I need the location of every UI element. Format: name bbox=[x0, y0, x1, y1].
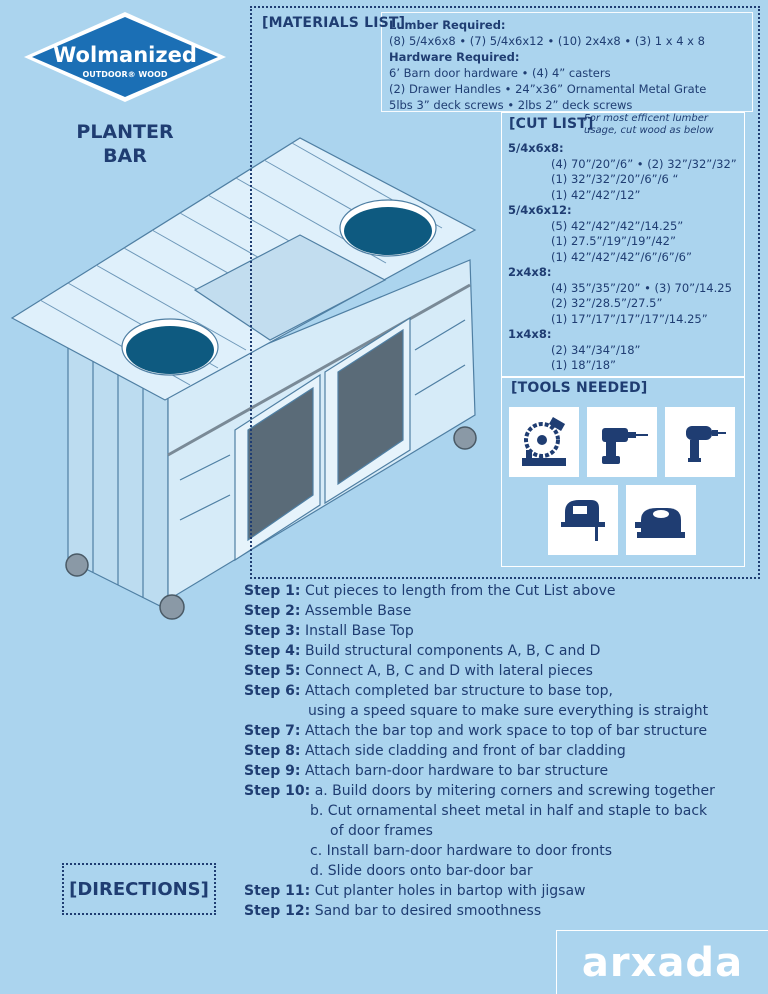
step-item: Step 6: Attach completed bar structure to base top, bbox=[244, 683, 613, 699]
cut-group-type: 5/4x6x12: bbox=[508, 203, 572, 217]
jigsaw-icon bbox=[548, 485, 618, 555]
sander-icon bbox=[626, 485, 696, 555]
step-item: Step 10: a. Build doors by mitering corners and screwing together bbox=[244, 783, 715, 799]
step-item: Step 4: Build structural components A, B, C and D bbox=[244, 643, 601, 659]
cut-line: (1) 42”/42”/12” bbox=[551, 187, 641, 202]
cut-line: (1) 18”/18” bbox=[551, 358, 617, 372]
logo-name: Wolmanized bbox=[53, 43, 197, 67]
cut-line: (1) 42”/42”/42”/6”/6”/6” bbox=[551, 249, 692, 264]
miter-saw-icon bbox=[509, 407, 579, 477]
cut-line: (2) 34”/34”/18” bbox=[551, 342, 641, 357]
cut-list bbox=[508, 141, 748, 374]
step-continuation: b. Cut ornamental sheet metal in half and staple to back bbox=[310, 803, 708, 819]
logo-sub: OUTDOOR® WOOD bbox=[82, 70, 168, 79]
step-item: Step 3: Install Base Top bbox=[244, 623, 414, 639]
step-continuation: d. Slide doors onto bar-door bar bbox=[310, 863, 533, 879]
page-title: PLANTER BAR bbox=[76, 121, 174, 167]
hardware-line: 6’ Barn door hardware • (4) 4” casters bbox=[389, 66, 611, 80]
arxada-logo: arxada bbox=[581, 939, 744, 986]
step-item: Step 12: Sand bar to desired smoothness bbox=[244, 903, 542, 919]
tools-label: [TOOLS NEEDED] bbox=[511, 380, 648, 396]
step-item: Step 2: Assemble Base bbox=[244, 603, 412, 619]
lumber-heading: Lumber Required: bbox=[389, 18, 506, 32]
cut-line: (2) 32”/28.5”/27.5” bbox=[551, 296, 663, 310]
step-continuation: of door frames bbox=[330, 823, 433, 839]
cut-group-type: 1x4x8: bbox=[508, 327, 552, 341]
cut-line: (4) 70”/20”/6” • (2) 32”/32”/32” bbox=[551, 156, 737, 171]
step-item: Step 1: Cut pieces to length from the Cut List above bbox=[244, 583, 616, 599]
cut-list-label: [CUT LIST] bbox=[509, 116, 594, 132]
steps-list bbox=[244, 581, 764, 921]
cut-line: (4) 35”/35”/20” • (3) 70”/14.25 bbox=[551, 280, 732, 295]
step-item: Step 7: Attach the bar top and work space to top of bar structure bbox=[244, 723, 708, 739]
cut-line: (5) 42”/42”/42”/14.25” bbox=[551, 218, 684, 233]
directions-label: [DIRECTIONS] bbox=[62, 863, 216, 915]
cut-group-type: 2x4x8: bbox=[508, 265, 552, 279]
wolmanized-logo bbox=[22, 10, 228, 104]
arxada-brand-box bbox=[556, 930, 768, 994]
cut-line: (1) 27.5”/19”/19”/42” bbox=[551, 234, 676, 248]
step-continuation: c. Install barn-door hardware to door fronts bbox=[310, 843, 613, 859]
hardware-heading: Hardware Required: bbox=[389, 50, 520, 64]
drill-icon bbox=[665, 407, 735, 477]
hardware-line: (2) Drawer Handles • 24”x36” Ornamental Metal Grate bbox=[389, 82, 707, 96]
hardware-line: 5lbs 3” deck screws • 2lbs 2” deck screws bbox=[389, 98, 633, 112]
cut-line: (1) 32”/32”/20”/6”/6 “ bbox=[551, 172, 679, 186]
cut-line: (1) 17”/17”/17”/17”/14.25” bbox=[551, 311, 708, 326]
cut-group-type: 5/4x6x8: bbox=[508, 141, 564, 155]
step-item: Step 5: Connect A, B, C and D with lateral pieces bbox=[244, 663, 593, 679]
step-continuation: using a speed square to make sure everything is straight bbox=[308, 703, 709, 719]
step-item: Step 11: Cut planter holes in bartop with jigsaw bbox=[244, 883, 586, 899]
lumber-text: (8) 5/4x6x8 • (7) 5/4x6x12 • (10) 2x4x8 • (3) 1 x 4 x 8 bbox=[389, 34, 705, 48]
step-item: Step 9: Attach barn-door hardware to bar structure bbox=[244, 763, 609, 779]
materials-text bbox=[389, 17, 749, 113]
cut-list-note: For most efficent lumber usage, cut wood as below bbox=[584, 113, 714, 136]
step-item: Step 8: Attach side cladding and front of bar cladding bbox=[244, 743, 626, 759]
materials-list-label: [MATERIALS LIST] bbox=[262, 15, 406, 31]
cordless-drill-icon bbox=[587, 407, 657, 477]
